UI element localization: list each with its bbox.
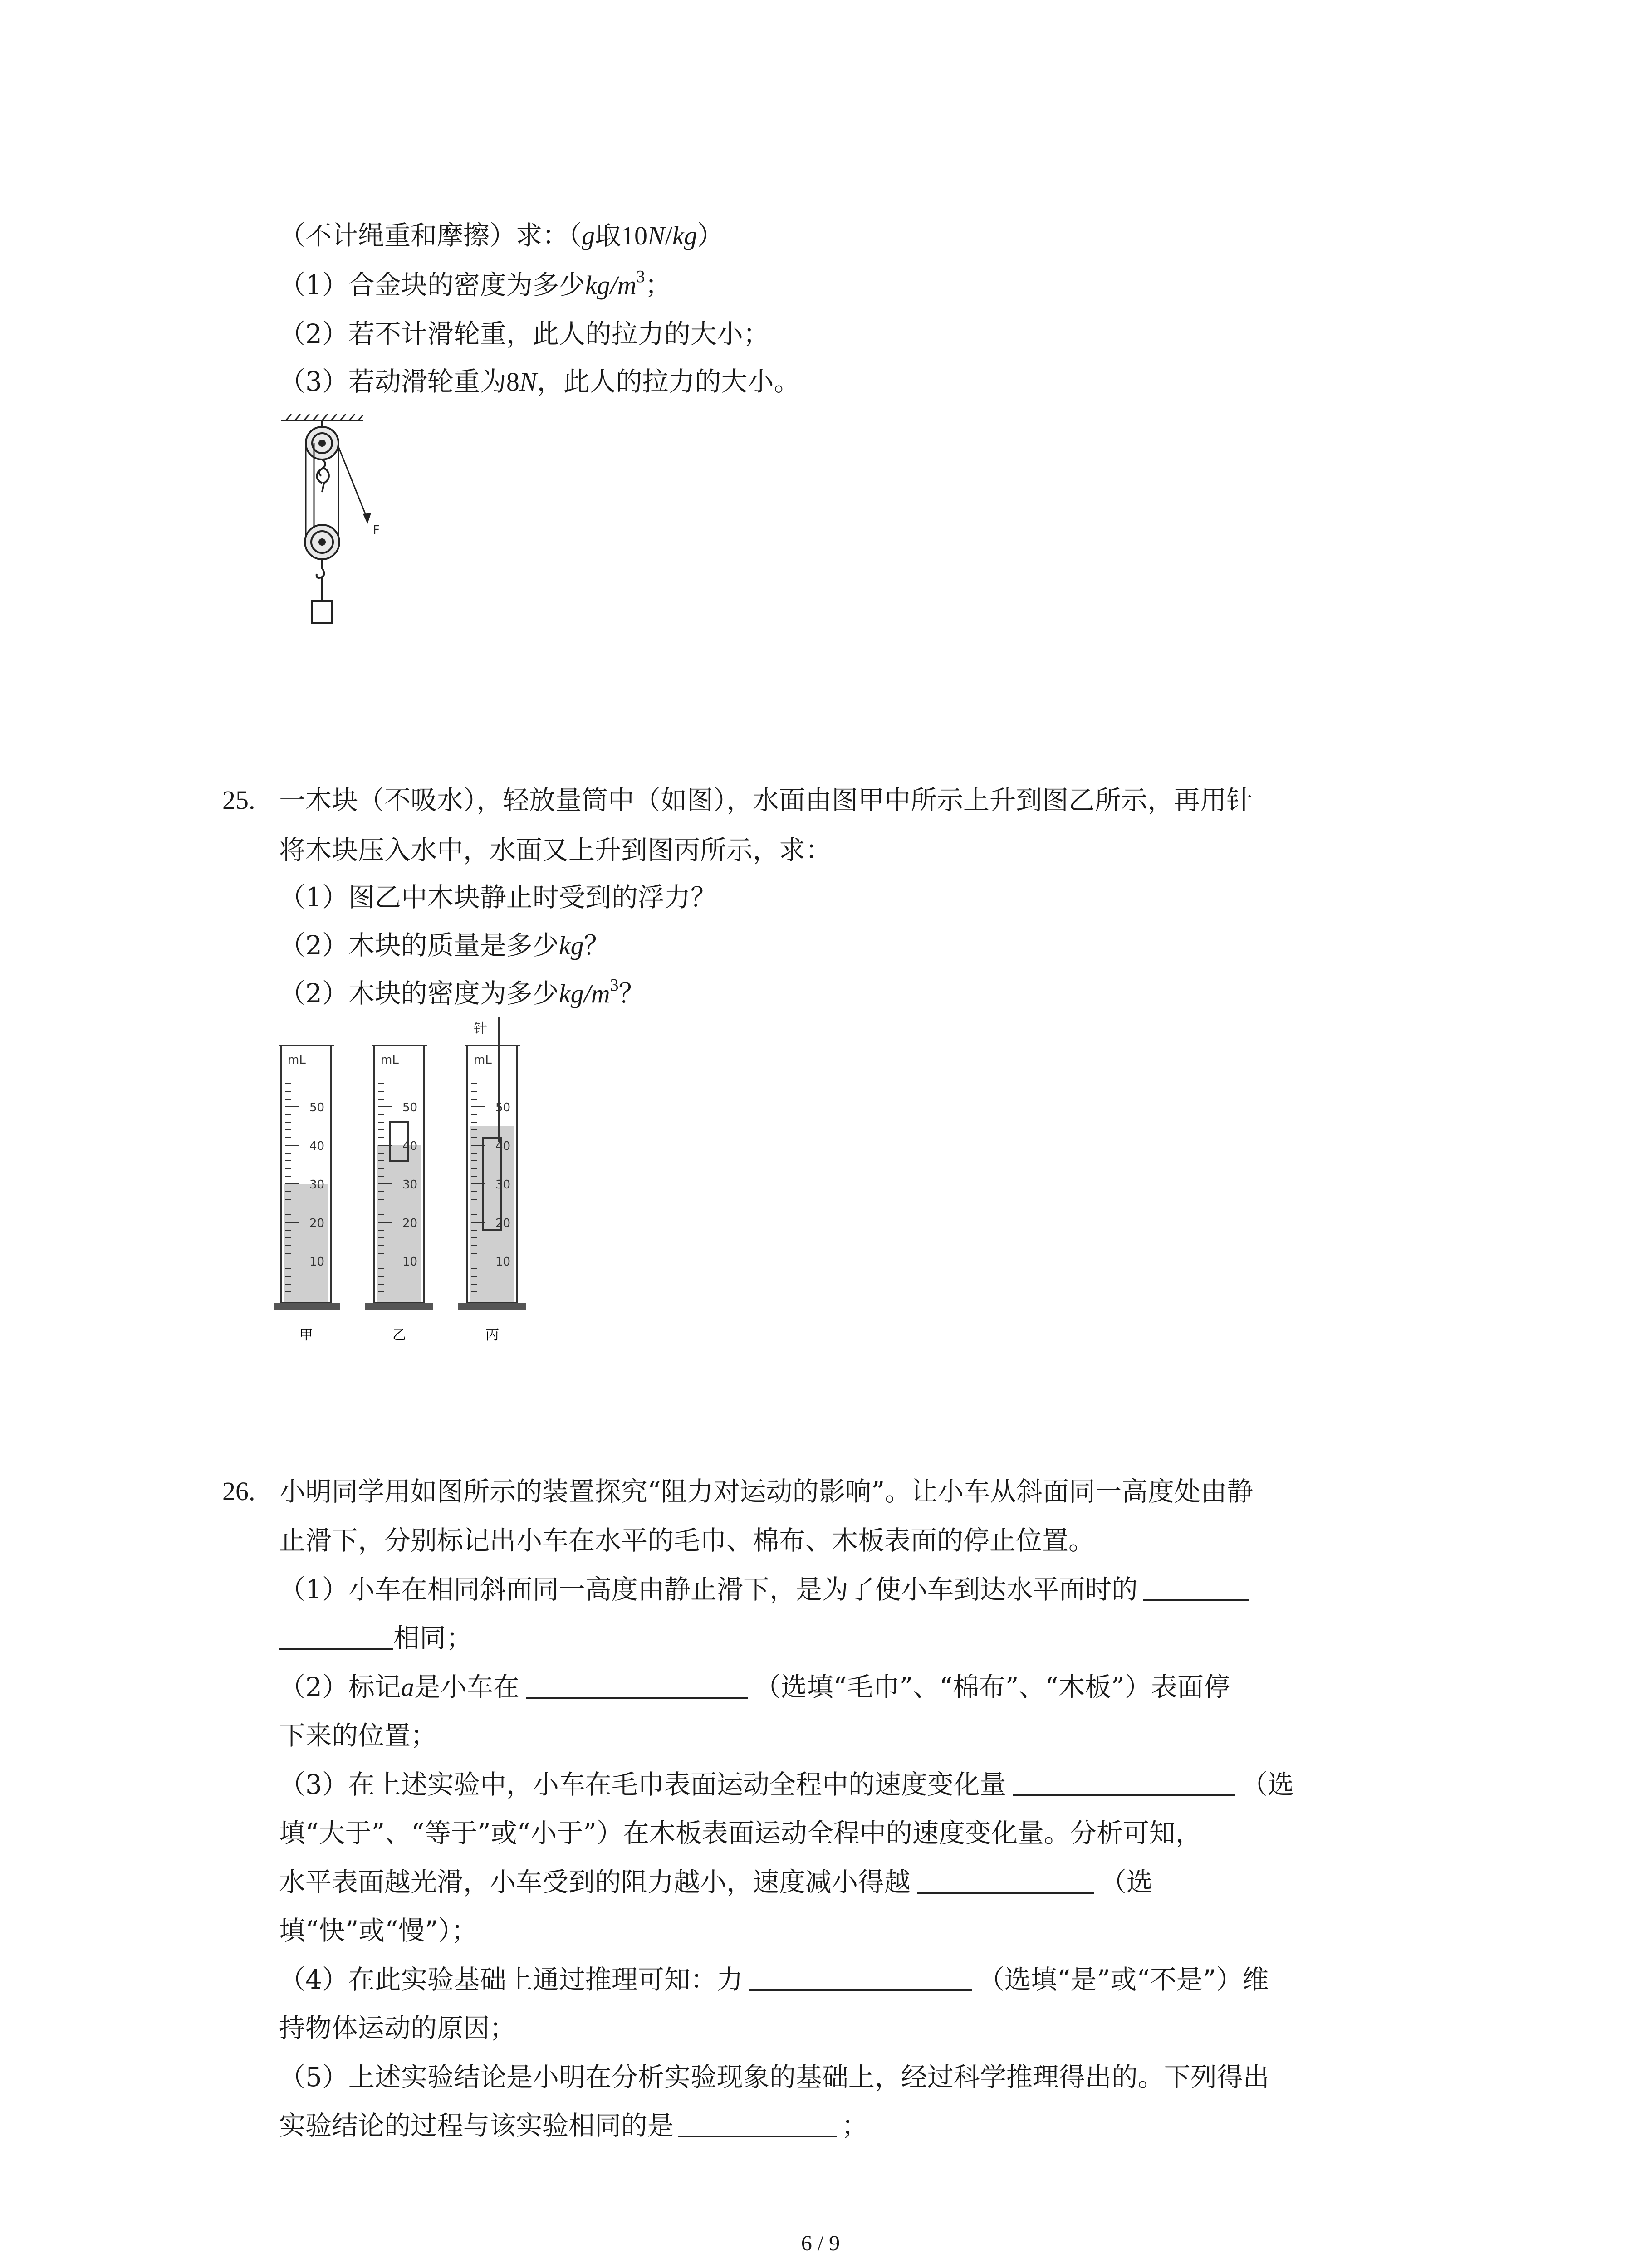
q26-part-3-cont-3: 填“快”或“慢”）； [279,1915,478,1946]
cylinder-jia [274,1046,340,1310]
cylinder-bing [458,1017,526,1310]
tick-label: 20 [495,1217,511,1230]
q25-number: 25. [222,785,255,815]
q26-line-2: 止滑下，分别标记出小车在水平的毛巾、棉布、木板表面的停止位置。 [279,1525,1095,1556]
force-arrow [363,513,371,524]
ceiling-hatch [281,414,363,420]
pulley-figure [272,411,390,651]
movable-pulley [305,469,339,601]
unit-label: mL [288,1053,306,1067]
answer-blank-1a[interactable] [1143,1574,1249,1601]
alloy-block [312,601,332,623]
tick-label: 30 [402,1178,418,1192]
cylinder-yi [365,1046,433,1310]
tick-label: 50 [495,1101,511,1114]
tick-label: 10 [309,1255,325,1269]
answer-blank-1b[interactable] [279,1623,393,1650]
tick-label: 10 [402,1255,418,1269]
q25-line-2: 将木块压入水中，水面又上升到图丙所示，求： [279,835,832,865]
tick-label: 50 [309,1101,325,1114]
q26-part-4-cont: 持物体运动的原因； [279,2013,516,2043]
tick-label: 50 [402,1101,418,1114]
fixed-pulley [306,420,338,476]
answer-blank-5[interactable] [678,2110,837,2137]
q26-part-4: （4）在此实验基础上通过推理可知：力 （选填“是”或“不是”）维 [279,1964,1269,1995]
q24-intro: （不计绳重和摩擦）求：（g取10N/kg） [279,220,724,251]
tick-label: 40 [495,1139,511,1153]
q26-number: 26. [222,1476,255,1506]
q26-part-1: （1）小车在相同斜面同一高度由静止滑下，是为了使小车到达水平面时的 [279,1573,1249,1606]
unit-label: mL [474,1053,492,1067]
answer-blank-3b[interactable] [917,1867,1094,1894]
q24-part-3: （3）若动滑轮重为8N，此人的拉力的大小。 [279,366,800,397]
q24-part-1: （1）合金块的密度为多少$kg/m^3$； [279,267,671,300]
tick-label: 30 [495,1178,511,1192]
tick-label: 40 [402,1139,418,1153]
q26-part-3-cont-1: 填“大于”、“等于”或“小于”）在木板表面运动全程中的速度变化量。分析可知， [279,1818,1202,1848]
q25-part-3: （2）木块的密度为多少$kg/m^3$？ [279,976,645,1009]
q26-part-3: （3）在上述实验中，小车在毛巾表面运动全程中的速度变化量 （选 [279,1769,1294,1800]
answer-blank-2[interactable] [526,1672,748,1699]
label-jia: 甲 [299,1327,313,1343]
q24-part-2: （2）若不计滑轮重，此人的拉力的大小； [279,318,769,349]
q26-part-2-cont: 下来的位置； [279,1720,437,1751]
q25-part-1: （1）图乙中木块静止时受到的浮力？ [279,882,717,913]
q26-line-1: 小明同学用如图所示的装置探究“阻力对运动的影响”。让小车从斜面同一高度处由静 [279,1476,1254,1507]
q26-part-1-cont: 相同； [279,1622,472,1654]
unit-label: mL [381,1053,399,1067]
answer-blank-4[interactable] [749,1964,972,1991]
label-yi: 乙 [392,1327,406,1343]
q26-part-2: （2）标记a是小车在 （选填“毛巾”、“棉布”、“木板”）表面停 [279,1672,1230,1702]
page-number: 6 / 9 [801,2231,840,2255]
tick-label: 40 [309,1139,325,1153]
graduated-cylinders-figure [274,1009,556,1345]
needle-label: 针 [474,1021,487,1036]
q26-part-5-cont: 实验结论的过程与该实验相同的是 ； [279,2110,868,2141]
q26-part-5: （5）上述实验结论是小明在分析实验现象的基础上，经过科学推理得出的。下列得出 [279,2062,1269,2092]
force-label: F [373,523,380,537]
label-bing: 丙 [485,1327,499,1343]
q25-line-1: 一木块（不吸水），轻放量筒中（如图），水面由图甲中所示上升到图乙所示，再用针 [279,785,1253,816]
tick-label: 10 [495,1255,511,1269]
tick-label: 20 [402,1217,418,1230]
q25-part-2: （2）木块的质量是多少kg？ [279,930,610,961]
q26-part-3-cont-2: 水平表面越光滑，小车受到的阻力越小，速度减小得越 （选 [279,1867,1153,1897]
tick-label: 30 [309,1178,325,1192]
answer-blank-3a[interactable] [1013,1769,1235,1796]
tick-label: 20 [309,1217,325,1230]
